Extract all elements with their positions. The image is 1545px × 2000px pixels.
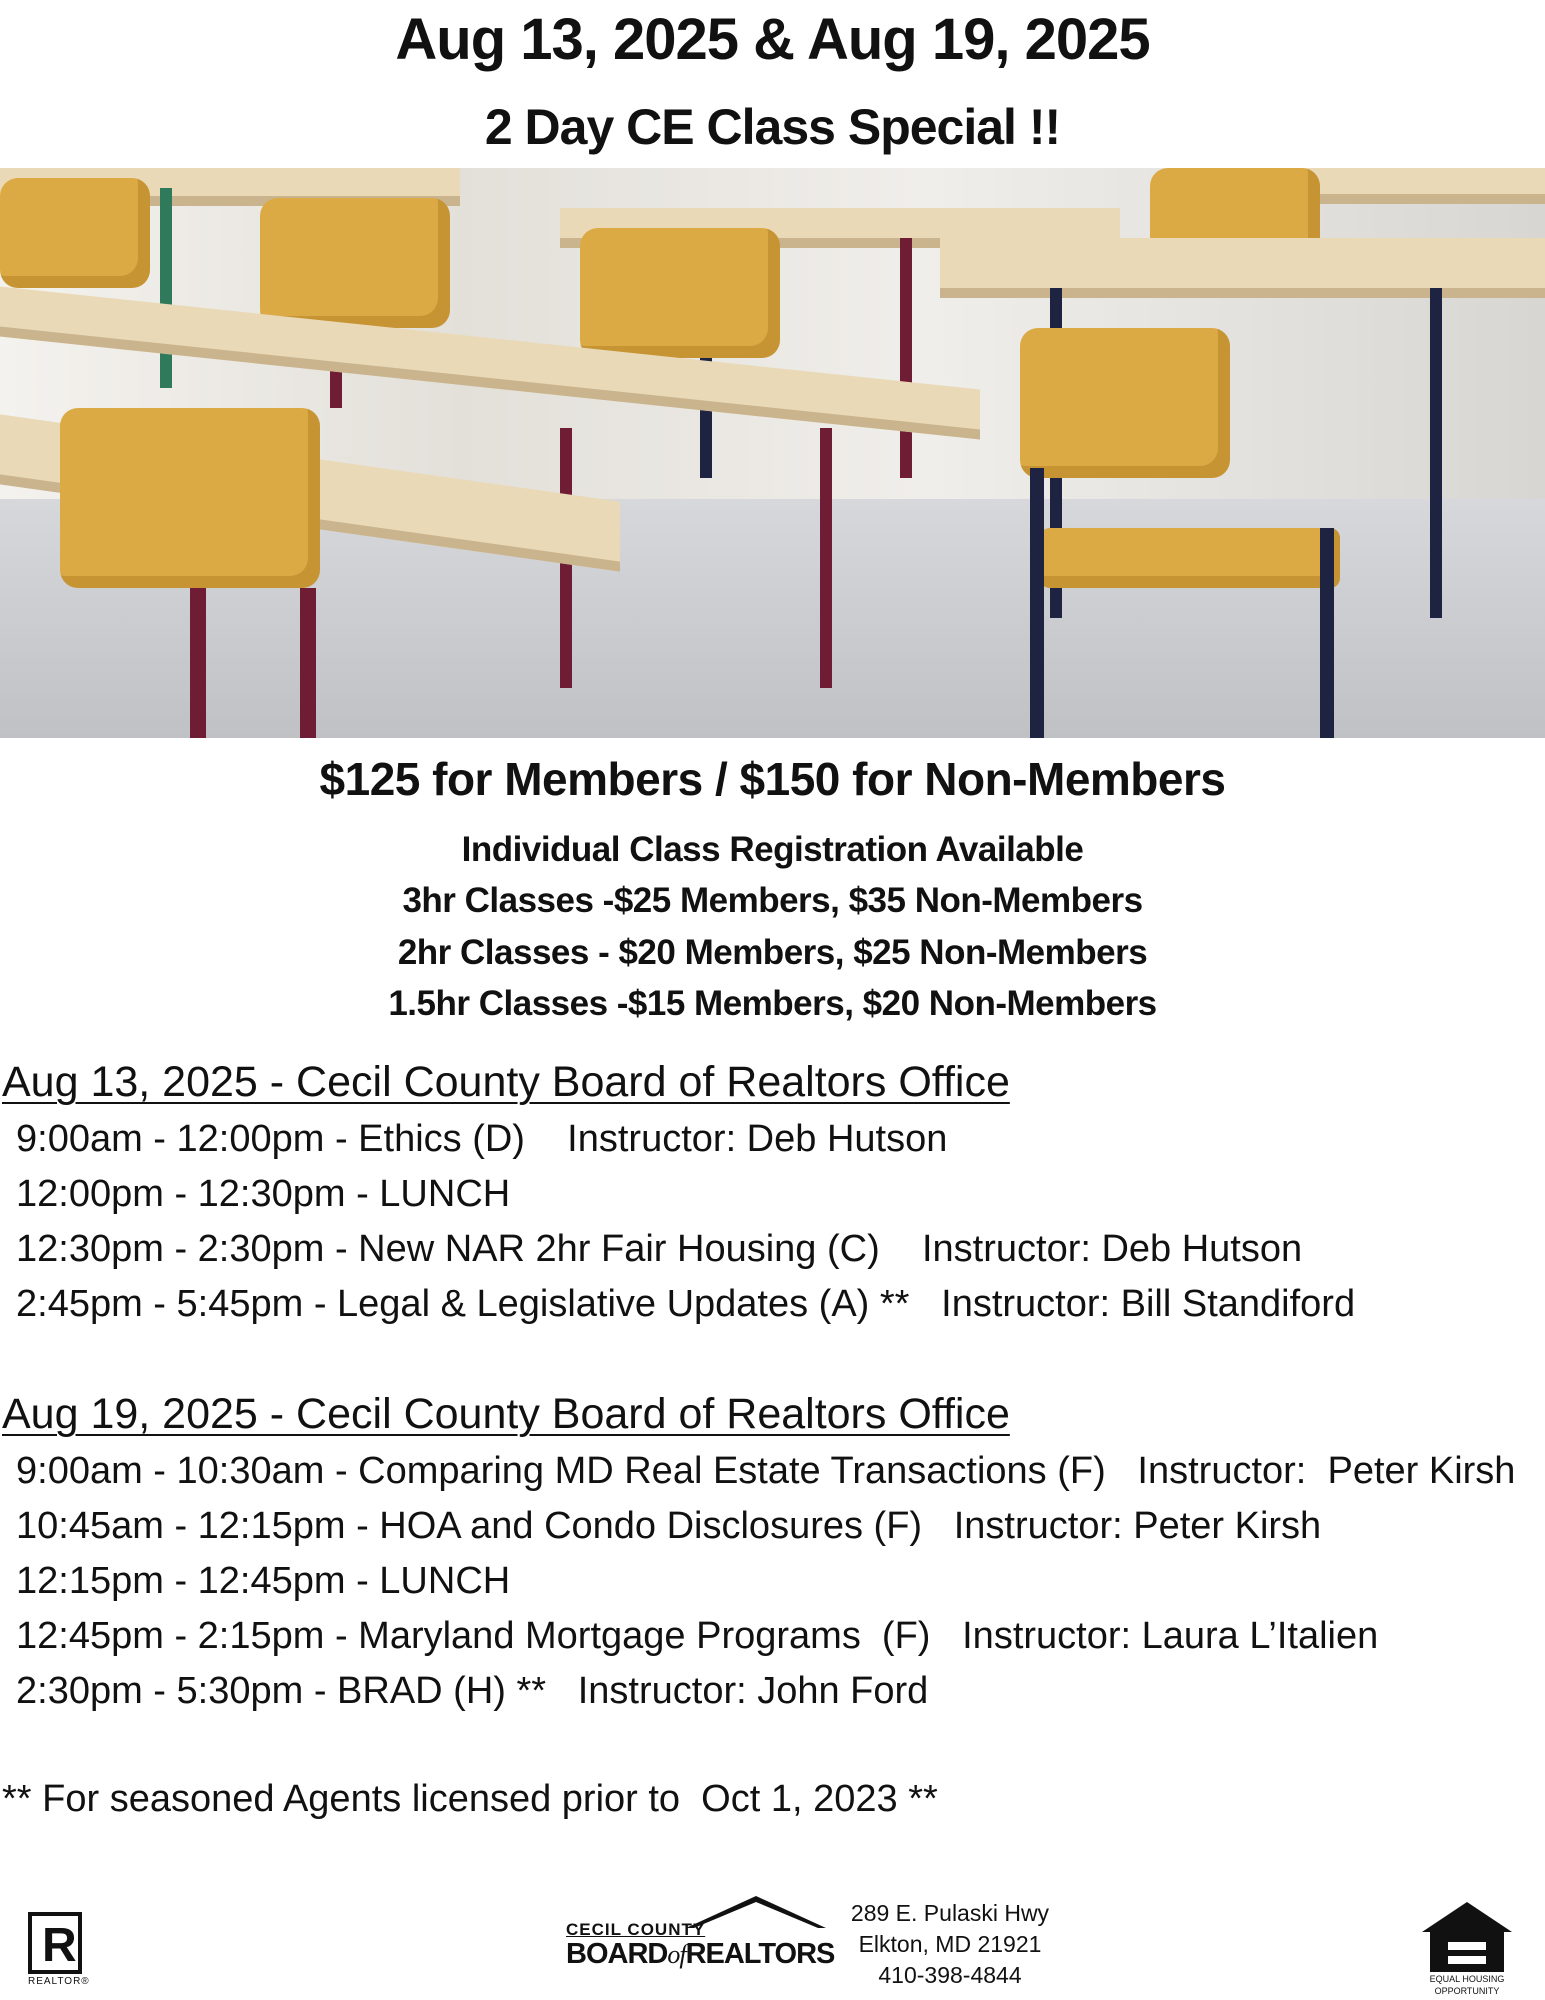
price-main: $125 for Members / $150 for Non-Members xyxy=(319,753,1226,805)
footnote: ** For seasoned Agents licensed prior to Oct 1, 2023 ** xyxy=(2,1778,938,1820)
schedule-item: 12:00pm - 12:30pm - LUNCH xyxy=(16,1173,511,1215)
price-line: 1.5hr Classes -$15 Members, $20 Non-Members xyxy=(388,984,1157,1023)
schedule-item: 2:45pm - 5:45pm - Legal & Legislative Updates (A) ** Instructor: Bill Standiford xyxy=(16,1283,1356,1325)
address-line: 289 E. Pulaski Hwy xyxy=(850,1900,1050,1926)
header-dates: Aug 13, 2025 & Aug 19, 2025 xyxy=(395,7,1150,72)
schedule-item: 9:00am - 12:00pm - Ethics (D) Instructor: Deb Hutson xyxy=(16,1118,948,1160)
price-line: Individual Class Registration Available xyxy=(461,830,1084,869)
board-of-realtors-logo: CECIL COUNTY BOARDofREALTORS xyxy=(566,1896,836,1976)
schedule-item: 9:00am - 10:30am - Comparing MD Real Estate Transactions (F) Instructor: Peter Kirsh xyxy=(16,1450,1516,1492)
day1-heading: Aug 13, 2025 - Cecil County Board of Realtors Office xyxy=(2,1058,1010,1106)
equal-housing-opportunity-icon: EQUAL HOUSING OPPORTUNITY xyxy=(1422,1902,1512,1996)
schedule-item: 12:45pm - 2:15pm - Maryland Mortgage Programs (F) Instructor: Laura L’Italien xyxy=(16,1615,1379,1657)
schedule-item: 2:30pm - 5:30pm - BRAD (H) ** Instructor: John Ford xyxy=(16,1670,929,1712)
price-line: 2hr Classes - $20 Members, $25 Non-Members xyxy=(397,933,1148,972)
address-line: Elkton, MD 21921 xyxy=(858,1931,1042,1957)
phone-number: 410-398-4844 xyxy=(878,1962,1022,1988)
schedule-item: 10:45am - 12:15pm - HOA and Condo Disclosures (F) Instructor: Peter Kirsh xyxy=(16,1505,1322,1547)
classroom-photo xyxy=(0,168,1545,738)
price-line: 3hr Classes -$25 Members, $35 Non-Members xyxy=(402,881,1143,920)
day2-heading: Aug 19, 2025 - Cecil County Board of Realtors Office xyxy=(2,1390,1010,1438)
realtor-logo-icon: R REALTOR® xyxy=(28,1912,88,1987)
schedule-item: 12:30pm - 2:30pm - New NAR 2hr Fair Housing (C) Instructor: Deb Hutson xyxy=(16,1228,1303,1270)
schedule-item: 12:15pm - 12:45pm - LUNCH xyxy=(16,1560,511,1602)
header-subtitle: 2 Day CE Class Special !! xyxy=(484,99,1061,155)
